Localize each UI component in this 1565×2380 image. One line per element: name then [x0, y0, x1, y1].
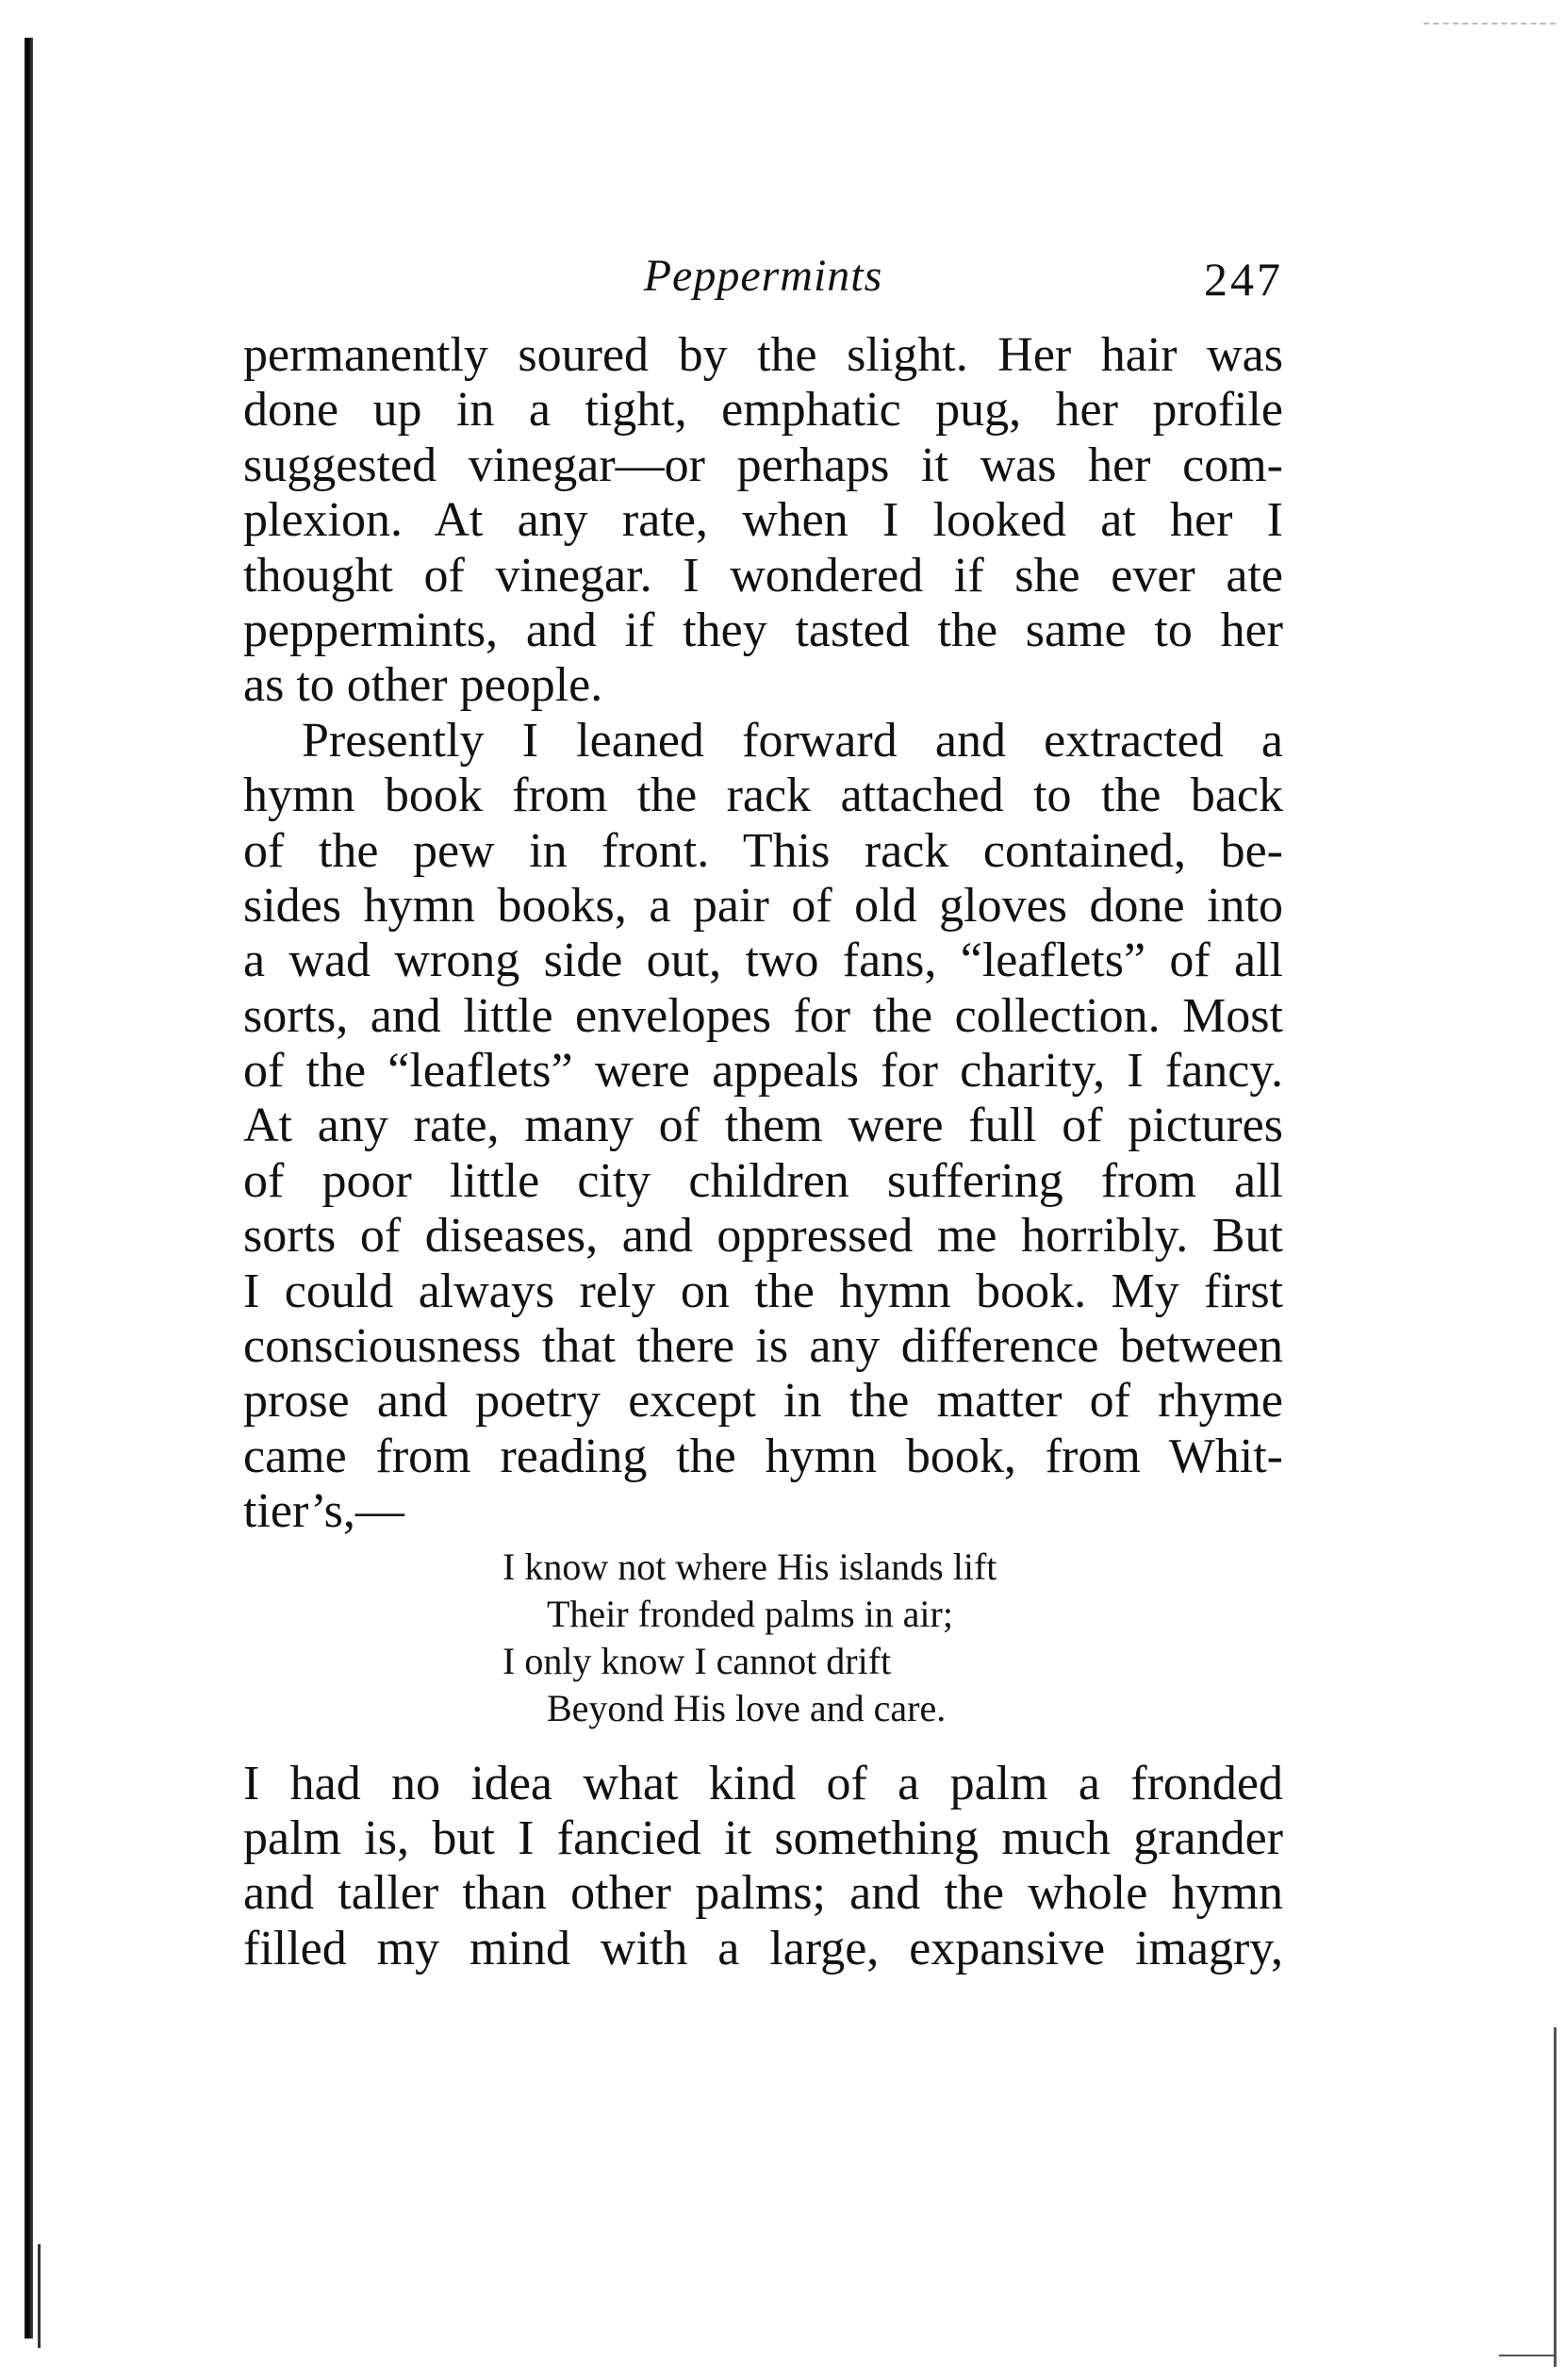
paragraph-1 [243, 328, 1283, 714]
text-line: filled my mind with a large, expansive imagry, [243, 1921, 1283, 1975]
text-line: I could always rely on the hymn book. My first [243, 1264, 1283, 1318]
text-line: sorts of diseases, and oppressed me horribly. But [243, 1209, 1283, 1264]
text-line: hymn book from the rack attached to the back [243, 769, 1283, 823]
page-number: 247 [1204, 253, 1283, 306]
text-line: peppermints, and if they tasted the same to her [243, 603, 1283, 657]
text-line: as to other people. [243, 658, 603, 713]
verse-line: I know not where His islands lift [502, 1545, 997, 1588]
text-line: suggested vinegar—or perhaps it was her com- [243, 438, 1283, 492]
paragraph-2 [243, 714, 1283, 1540]
text-line: of poor little city children suffering from all [243, 1153, 1283, 1208]
text-line: of the pew in front. This rack contained, be- [243, 823, 1283, 878]
scan-bottom-edge [1499, 2355, 1556, 2356]
scan-top-edge [1424, 23, 1556, 25]
text-line: plexion. At any rate, when I looked at her I [243, 493, 1283, 548]
scan-right-edge [1554, 2027, 1557, 2367]
text-line: and taller than other palms; and the whole hymn [243, 1866, 1283, 1921]
running-head [243, 250, 1283, 316]
scan-binding-edge [25, 38, 33, 2339]
hymn-verse [243, 1544, 1283, 1732]
text-line: consciousness that there is any difference between [243, 1319, 1283, 1374]
text-line: sides hymn books, a pair of old gloves done into [243, 878, 1283, 933]
text-line: done up in a tight, emphatic pug, her profile [243, 383, 1283, 438]
body-text [243, 328, 1283, 1976]
verse-line: I only know I cannot drift [502, 1639, 892, 1682]
paragraph-3 [243, 1757, 1283, 1977]
verse-line: Their fronded palms in air; [547, 1592, 953, 1635]
verse-line: Beyond His love and care. [547, 1686, 947, 1729]
text-line: Presently I leaned forward and extracted a [302, 713, 1283, 768]
text-line: a wad wrong side out, two fans, “leaflets” of all [243, 934, 1283, 988]
text-line: sorts, and little envelopes for the collection. Most [243, 988, 1283, 1043]
text-line: At any rate, many of them were full of pictures [243, 1099, 1283, 1153]
text-line: palm is, but I fancied it something much grander [243, 1810, 1283, 1865]
text-line: came from reading the hymn book, from Whit- [243, 1429, 1283, 1483]
text-line: I had no idea what kind of a palm a fronded [243, 1756, 1283, 1810]
text-line: of the “leaflets” were appeals for charity, I fancy. [243, 1044, 1283, 1099]
text-line: prose and poetry except in the matter of rhyme [243, 1374, 1283, 1429]
scan-edge-mark [38, 2244, 41, 2348]
text-line: thought of vinegar. I wondered if she ever ate [243, 548, 1283, 603]
running-head-title: Peppermints [643, 251, 883, 301]
text-line: permanently soured by the slight. Her hair was [243, 328, 1283, 382]
text-line: tier’s,— [243, 1484, 404, 1539]
